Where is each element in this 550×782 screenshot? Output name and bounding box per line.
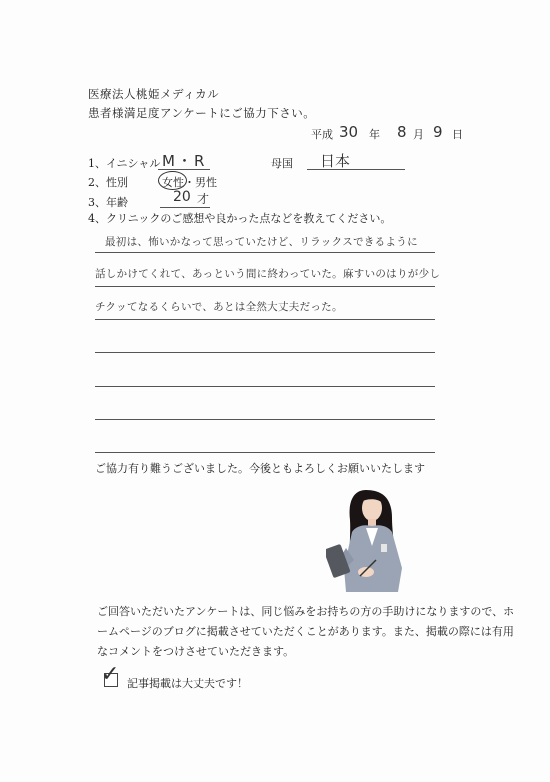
notice-line-1: ご回答いただいたアンケートは、同じ悩みをお持ちの方の手助けになりますので、ホ [97,605,515,618]
year-value: 30 [339,123,359,141]
notice-paragraph [97,602,515,662]
age-unit: 才 [197,192,210,206]
rule-4 [95,352,435,353]
country-label: 母国 [271,157,293,170]
answer-line-3: チクッてなるくらいで、あとは全然大丈夫だった。 [95,301,343,313]
gender-separator: ・ [184,176,195,189]
year-unit: 年 [369,128,380,141]
check-mark-icon: ✓ [101,662,120,687]
month-unit: 月 [413,128,424,141]
era-label: 平成 [311,128,333,141]
rule-3 [95,319,435,320]
initials-label: 1、イニシャル [88,157,161,170]
rule-5 [95,386,435,387]
age-underline [160,207,210,208]
date-row [311,123,463,144]
rule-7 [95,452,435,453]
rule-1 [95,252,435,253]
day-unit: 日 [452,128,463,141]
consent-label: 記事掲載は大丈夫です！ [127,677,248,690]
gender-female-circle [158,171,187,190]
rule-2 [95,286,435,287]
thanks-message: ご協力有り難うございました。今後ともよろしくお願いいたします [95,462,425,475]
gender-female: 女性 [162,176,184,189]
question4-label: 4、クリニックのご感想や良かった点などを教えてください。 [88,212,392,225]
age-label: 3、年齢 [88,196,128,209]
gender-male: 男性 [195,176,217,189]
answer-line-2: 話しかけてくれて、あっという間に終わっていた。麻すいのはりが少し [95,268,441,280]
age-value: 20 [173,189,191,205]
day-value: 9 [433,123,443,141]
rule-6 [95,419,435,420]
country-underline [307,169,405,170]
initials-value: M・R [162,152,207,170]
clinic-name: 医療法人桃姫メディカル [88,87,220,101]
notice-line-2: ームページのブログに掲載させていただくことがあります。また、掲載の際には有用 [97,625,514,638]
notice-line-3: なコメントをつけさせていただきます。 [97,645,295,658]
month-value: 8 [397,123,407,141]
gender-label: 2、性別 [88,176,128,189]
staff-photo [326,486,418,592]
survey-title: 患者様満足度アンケートにご協力下さい。 [88,106,316,120]
initials-underline [158,169,210,170]
answer-line-1: 最初は、怖いかなって思っていたけど、リラックスできるように [105,236,418,248]
country-value: 日本 [320,152,351,170]
